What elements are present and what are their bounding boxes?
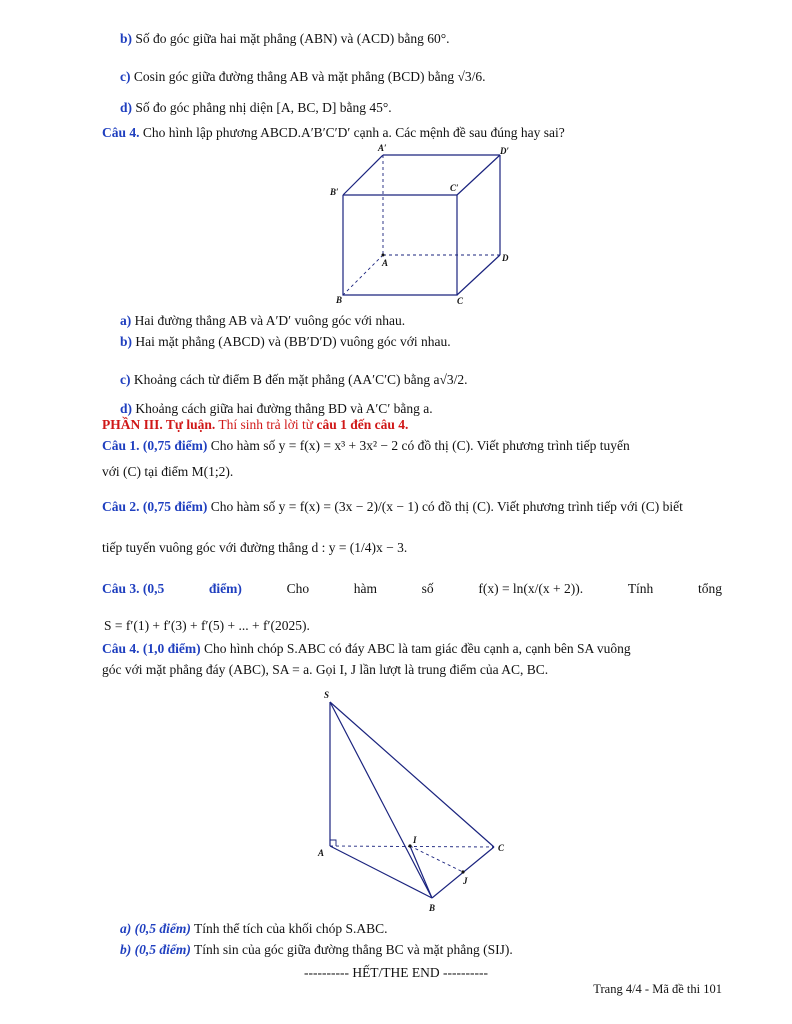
p3-q1-text: Cho hàm số y = f(x) = x³ + 3x² − 2 có đồ thị (C). Viết phương trình tiếp tuyến [210, 438, 630, 453]
p3-q3-word: hàm [353, 581, 377, 596]
cube-figure [320, 142, 530, 310]
cube-label-c: C [457, 296, 464, 306]
p3-q3-word: Tính [627, 581, 654, 596]
q3-item-d-text: Số đo góc phẳng nhị diện [A, BC, D] bằng 45°. [135, 100, 392, 115]
pyramid-figure [312, 688, 522, 914]
pyramid-label-i: I [413, 835, 417, 845]
pyramid-label-j: J [463, 876, 468, 886]
p3-q3-word: tổng [697, 581, 722, 596]
p3-q4-a: a) (0,5 điểm) Tính thể tích của khối chóp S.ABC. [120, 921, 388, 936]
p3-q3-line1 [102, 580, 722, 598]
q4-stem: Câu 4. Cho hình lập phương ABCD.A′B′C′D′ cạnh a. Các mệnh đề sau đúng hay sai? [102, 125, 565, 140]
p3-q4-b: b) (0,5 điểm) Tính sin của góc giữa đường thẳng BC và mặt phẳng (SIJ). [120, 942, 513, 957]
p3-q4-line2: góc với mặt phẳng đáy (ABC), SA = a. Gọi I, J lần lượt là trung điểm của AC, BC. [102, 662, 549, 677]
p3-q3-word: số [421, 581, 434, 596]
q4-item-d-text: Khoảng cách giữa hai đường thẳng BD và A′C′ bằng a. [135, 401, 433, 416]
q3-item-b: b) Số đo góc giữa hai mặt phẳng (ABN) và (ACD) bằng 60°. [120, 31, 450, 46]
end-marker: ---------- HẾT/THE END ---------- [303, 965, 489, 980]
q4-item-a-text: Hai đường thẳng AB và A′D′ vuông góc với nhau. [134, 313, 406, 328]
p3-q3-line2: S = f′(1) + f′(3) + f′(5) + ... + f′(2025). [104, 618, 310, 633]
p3-q1-line1: Câu 1. (0,75 điểm) Cho hàm số y = f(x) = x³ + 3x² − 2 có đồ thị (C). Viết phương trình tiếp tuyến [102, 438, 630, 453]
q3-item-b-text: Số đo góc giữa hai mặt phẳng (ABN) và (ACD) bằng 60°. [135, 31, 450, 46]
part3-instruction: Thí sinh trả lời từ [218, 417, 314, 432]
p3-q4-text: Cho hình chóp S.ABC có đáy ABC là tam giác đều cạnh a, cạnh bên SA vuông [204, 641, 631, 656]
cube-label-a: A [382, 258, 389, 268]
p3-q3-word: Cho [286, 581, 310, 596]
q3-item-d: d) Số đo góc phẳng nhị diện [A, BC, D] bằng 45°. [120, 100, 392, 115]
p3-q4-line1: Câu 4. (1,0 điểm) Cho hình chóp S.ABC có đáy ABC là tam giác đều cạnh a, cạnh bên SA vuông [102, 641, 631, 656]
cube-label-d: D [502, 253, 509, 263]
p3-q4-b-text: Tính sin của góc giữa đường thẳng BC và mặt phẳng (SIJ). [194, 942, 513, 957]
p3-q4-a-text: Tính thể tích của khối chóp S.ABC. [194, 921, 388, 936]
p3-q3-function: f(x) = ln(x/(x + 2)). [478, 581, 584, 596]
q4-item-b-text: Hai mặt phẳng (ABCD) và (BB′D′D) vuông góc với nhau. [135, 334, 451, 349]
part3-range: câu 1 đến câu 4. [316, 417, 409, 432]
pyramid-label-b: B [429, 903, 436, 913]
q4-item-c-text: Khoảng cách từ điểm B đến mặt phẳng (AA′C′C) bằng a√3/2. [133, 372, 468, 387]
cube-label-d-prime: D′ [500, 146, 510, 156]
q4-item-d: d) Khoảng cách giữa hai đường thẳng BD và A′C′ bằng a. [120, 401, 433, 416]
p3-q2-line2: tiếp tuyến vuông góc với đường thẳng d : y = (1/4)x − 3. [102, 540, 408, 555]
pyramid-label-a: A [318, 848, 325, 858]
cube-label-c-prime: C′ [450, 183, 459, 193]
q3-item-c: c) Cosin góc giữa đường thẳng AB và mặt phẳng (BCD) bằng √3/6. [120, 69, 486, 84]
q4-item-b: b) Hai mặt phẳng (ABCD) và (BB′D′D) vuông góc với nhau. [120, 334, 451, 349]
part3-heading [102, 416, 408, 434]
q4-stem-text: Cho hình lập phương ABCD.A′B′C′D′ cạnh a. Các mệnh đề sau đúng hay sai? [142, 125, 565, 140]
pyramid-label-s: S [324, 690, 330, 700]
part3-title: PHẦN III. Tự luận. [102, 417, 216, 432]
p3-q3-label: Câu 3. (0,5 [102, 581, 165, 596]
q3-item-c-text: Cosin góc giữa đường thẳng AB và mặt phẳng (BCD) bằng √3/6. [133, 69, 486, 84]
p3-q2-line1: Câu 2. (0,75 điểm) Cho hàm số y = f(x) = (3x − 2)/(x − 1) có đồ thị (C). Viết phương trình tiếp với (C) biết [102, 499, 683, 514]
cube-label-b-prime: B′ [330, 187, 339, 197]
cube-label-b: B [336, 295, 343, 305]
pyramid-label-c: C [498, 843, 505, 853]
q4-item-a: a) Hai đường thẳng AB và A′D′ vuông góc với nhau. [120, 313, 406, 328]
p3-q3-points: điểm) [208, 581, 242, 596]
p3-q1-line2: với (C) tại điểm M(1;2). [102, 464, 234, 479]
p3-q2-text: Cho hàm số y = f(x) = (3x − 2)/(x − 1) có đồ thị (C). Viết phương trình tiếp với (C) biết [210, 499, 683, 514]
q4-item-c: c) Khoảng cách từ điểm B đến mặt phẳng (AA′C′C) bằng a√3/2. [120, 372, 468, 387]
page-footer: Trang 4/4 - Mã đề thi 101 [593, 982, 722, 996]
cube-label-a-prime: A′ [378, 143, 387, 153]
